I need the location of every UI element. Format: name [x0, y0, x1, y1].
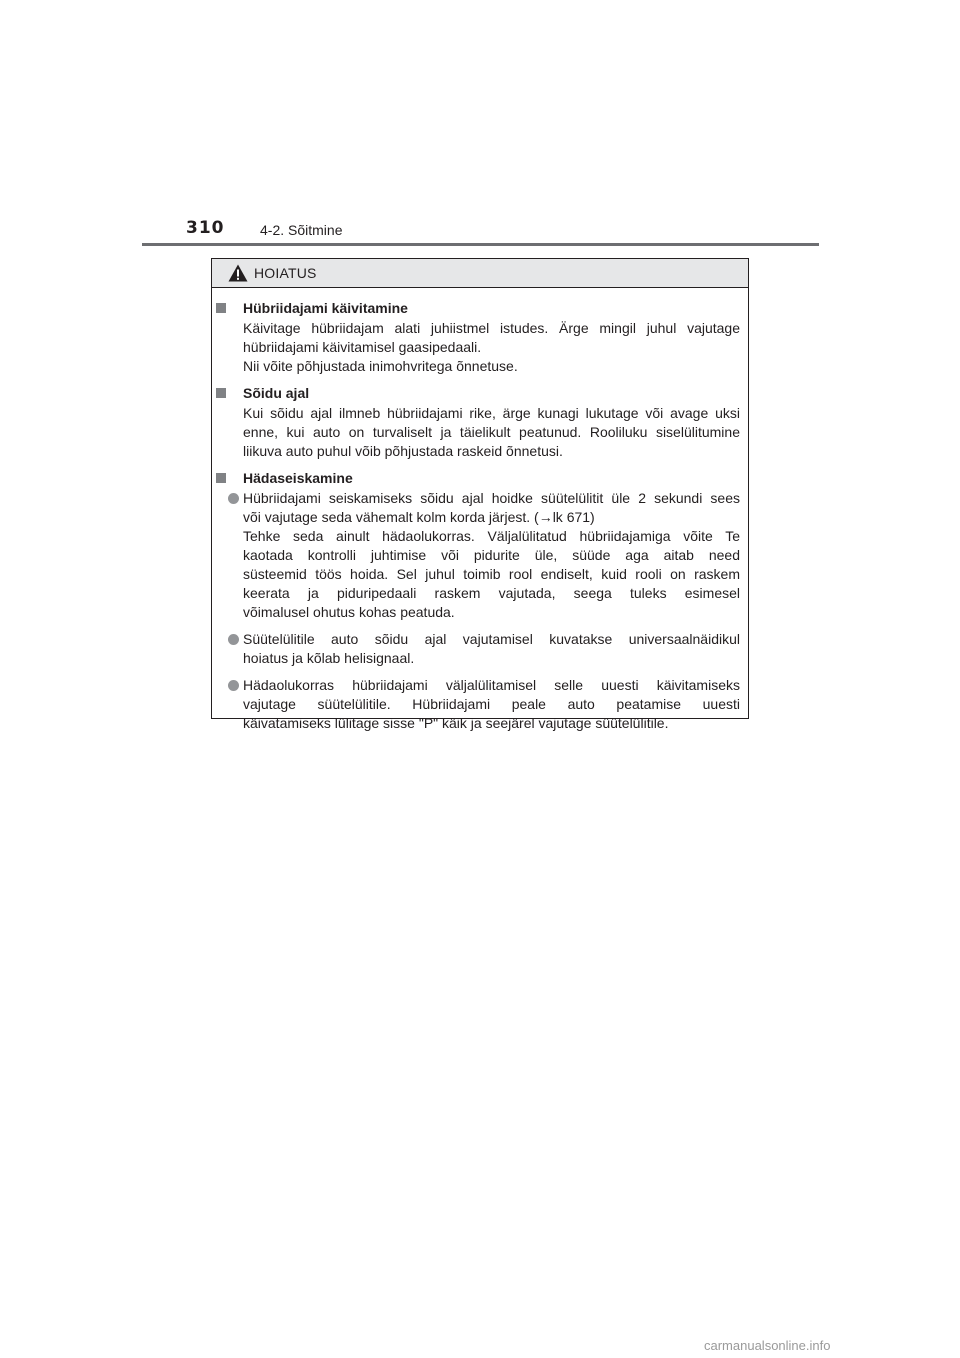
text-line: Nii võite põhjustada inimohvritega õnnetuse. — [243, 358, 518, 374]
watermark: carmanualsonline.info — [704, 1338, 831, 1353]
text-line: Tehke seda ainult hädaolukorras. Väljalülitatud hübriidajamiga võite Te — [243, 528, 740, 544]
text-line: käivatamiseks lülitage sisse "P" käik ja seejärel vajutage süütelülitile. — [243, 715, 669, 731]
text-line: Süütelülitile auto sõidu ajal vajutamisel kuvatakse universaalnäidikul — [243, 631, 740, 647]
text-line: Hübriidajami seiskamiseks sõidu ajal hoidke süütelülitit üle 2 sekundi sees — [243, 490, 740, 506]
section-title: 4-2. Sõitmine — [260, 222, 343, 238]
round-bullet-icon — [228, 493, 239, 504]
bullet-item — [212, 489, 740, 622]
text-line: süsteemid töös hoida. Sel juhul toimib rool endiselt, kuid rooli on raskem — [243, 566, 740, 582]
text-line: liikuva auto puhul võib põhjustada raskeid õnnetusi. — [243, 443, 563, 459]
text-line: hübriidajami käivitamisel gaasipedaali. — [243, 339, 482, 355]
warning-header — [212, 259, 748, 288]
text-line: võimalusel ohutus kohas peatuda. — [243, 604, 455, 620]
warning-triangle-icon — [228, 264, 248, 282]
text-line: enne, kui auto on turvaliselt ja täielikult peatunud. Rooliluku siselülitumine — [243, 424, 740, 440]
warning-box — [211, 258, 749, 731]
text-line: keerata ja piduripedaali raskem vajutada, seega tuleks esimesel — [243, 585, 740, 601]
bullet-item — [212, 676, 740, 733]
square-bullet-icon — [216, 388, 226, 398]
round-bullet-icon — [228, 680, 239, 691]
bullet-item — [212, 630, 740, 668]
header-rule — [142, 243, 819, 246]
text-line: Kui sõidu ajal ilmneb hübriidajami rike, ärge kunagi lukutage või avage uksi — [243, 405, 740, 421]
section-title-driving: Sõidu ajal — [212, 384, 740, 403]
text-line: vajutage süütelülitile. Hübriidajami peale auto peatamise uuesti — [243, 696, 740, 712]
text-line: hoiatus ja kõlab helisignaal. — [243, 650, 415, 666]
text-line: Hädaolukorras hübriidajami väljalülitamisel selle uuesti käivitamiseks — [243, 677, 740, 693]
section-title-emergency: Hädaseiskamine — [212, 469, 740, 488]
warning-label: HOIATUS — [254, 265, 317, 281]
section-title-start: Hübriidajami käivitamine — [212, 299, 740, 318]
section-text-start — [226, 319, 740, 376]
warning-body — [212, 288, 748, 733]
page-number: 310 — [186, 218, 225, 238]
square-bullet-icon — [216, 473, 226, 483]
page-header — [0, 0, 960, 250]
text-line: Käivitage hübriidajam alati juhiistmel istudes. Ärge mingil juhul vajutage — [243, 320, 740, 336]
square-bullet-icon — [216, 303, 226, 313]
round-bullet-icon — [228, 634, 239, 645]
section-text-driving — [226, 404, 740, 461]
text-line: või vajutage seda vähemalt kolm korda järjest. (→lk 671) — [243, 509, 595, 525]
text-line: kaotada kontrolli juhtimise või pidurite üle, süüde aga aitab need — [243, 547, 740, 563]
